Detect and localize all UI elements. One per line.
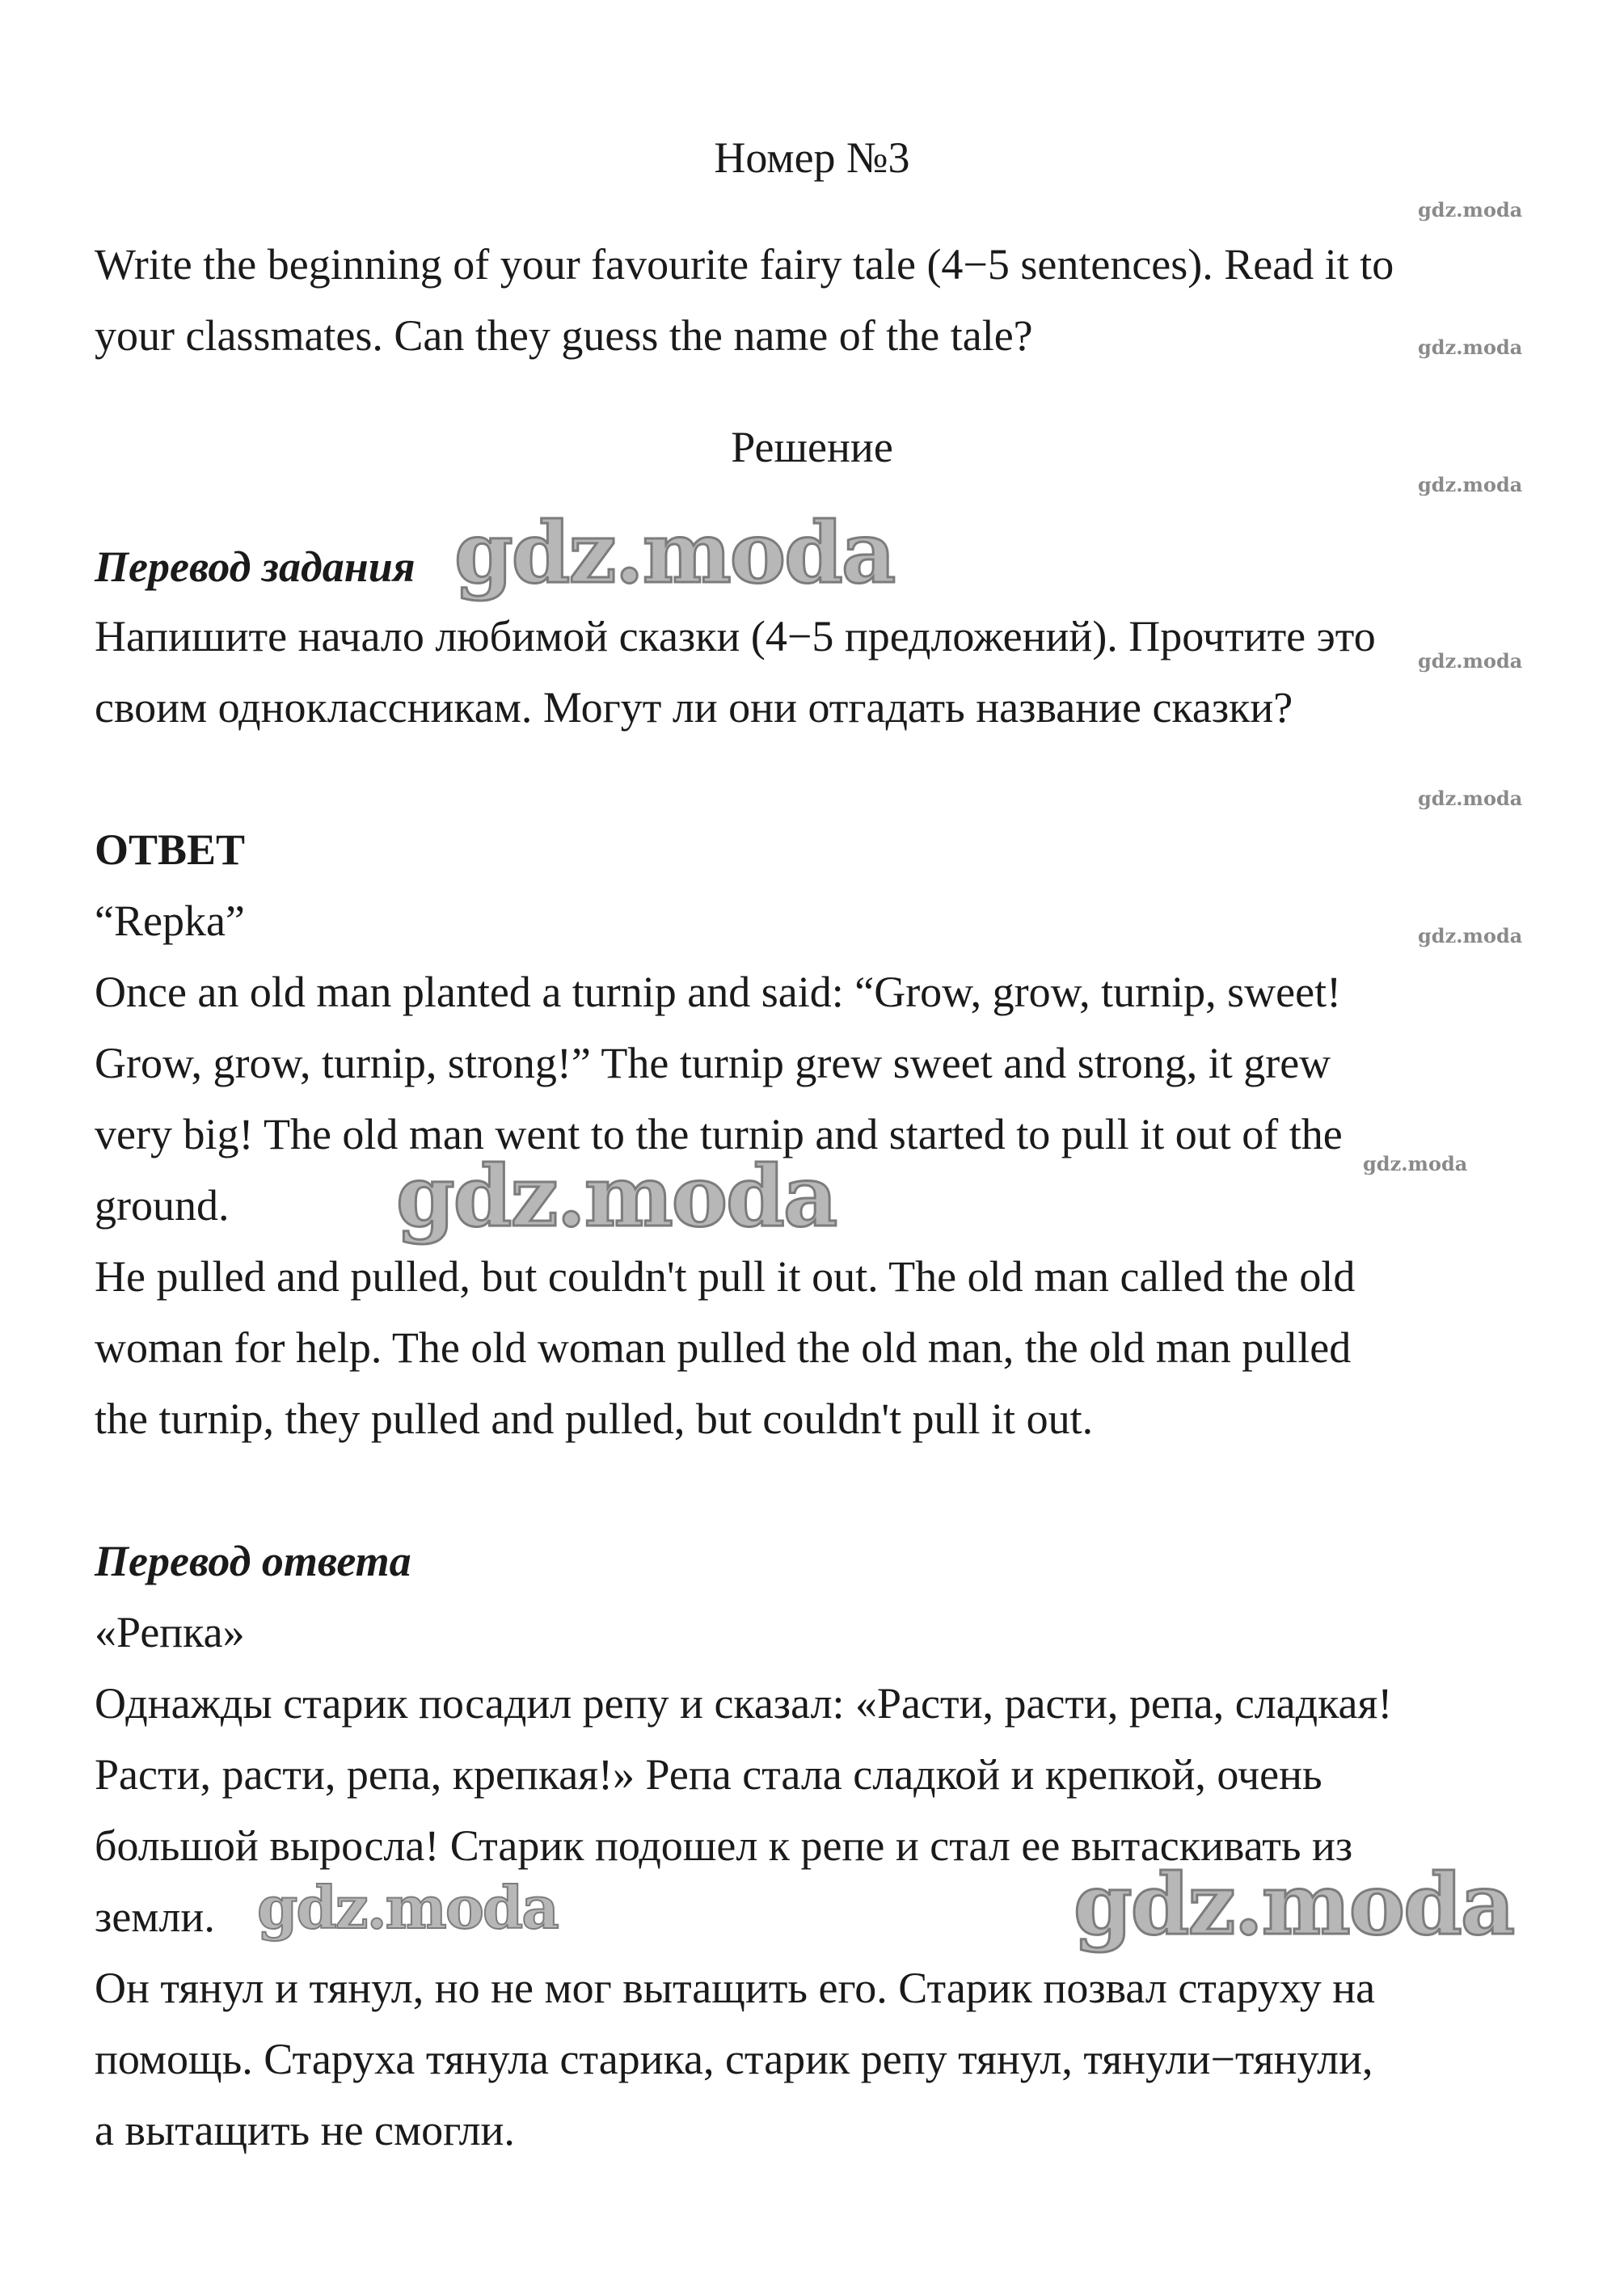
task-translation-heading: Перевод задания bbox=[95, 542, 415, 591]
task-number-heading: Номер №3 bbox=[714, 133, 910, 182]
task-line-1: Write the beginning of your favourite fairy tale (4−5 sentences). Read it to bbox=[95, 240, 1394, 289]
task-translation-line-1: Напишите начало любимой сказки (4−5 предложений). Прочтите это bbox=[95, 612, 1376, 660]
answer-translation-line-7: а вытащить не смогли. bbox=[95, 2106, 515, 2154]
answer-line-3: very big! The old man went to the turnip and started to pull it out of the bbox=[95, 1110, 1343, 1158]
answer-translation-title: «Репка» bbox=[95, 1608, 245, 1656]
answer-translation-line-6: помощь. Старуха тянула старика, старик репу тянул, тянули−тянули, bbox=[95, 2035, 1373, 2083]
answer-heading: ОТВЕТ bbox=[95, 825, 246, 874]
answer-translation-line-2: Расти, расти, репа, крепкая!» Репа стала сладкой и крепкой, очень bbox=[95, 1750, 1322, 1799]
answer-translation-line-4: земли. bbox=[95, 1892, 215, 1941]
answer-line-6: woman for help. The old woman pulled the old man, the old man pulled bbox=[95, 1323, 1352, 1372]
answer-line-4: ground. bbox=[95, 1181, 230, 1230]
watermark-small: gdz.moda bbox=[1418, 787, 1523, 810]
watermark-small: gdz.moda bbox=[1418, 649, 1523, 673]
answer-translation-line-3: большой выросла! Старик подошел к репе и стал ее вытаскивать из bbox=[95, 1821, 1353, 1870]
watermark-large: gdz.moda bbox=[1074, 1854, 1514, 1954]
task-translation-line-2: своим одноклассникам. Могут ли они отгадать название сказки? bbox=[95, 683, 1293, 732]
watermark-small: gdz.moda bbox=[1418, 198, 1523, 222]
answer-translation-heading: Перевод ответа bbox=[95, 1537, 411, 1585]
task-line-2: your classmates. Can they guess the name of the tale? bbox=[95, 311, 1033, 360]
solution-heading: Решение bbox=[731, 423, 893, 471]
watermark-small: gdz.moda bbox=[1363, 1152, 1468, 1175]
watermark-small: gdz.moda bbox=[1418, 924, 1523, 947]
watermark-small: gdz.moda bbox=[1418, 473, 1523, 496]
answer-title: “Repka” bbox=[95, 897, 245, 945]
watermark-small: gdz.moda bbox=[1418, 335, 1523, 359]
answer-line-7: the turnip, they pulled and pulled, but couldn't pull it out. bbox=[95, 1395, 1094, 1443]
watermark-large: gdz.moda bbox=[454, 503, 895, 602]
answer-line-5: He pulled and pulled, but couldn't pull it out. The old man called the old bbox=[95, 1252, 1356, 1301]
answer-line-2: Grow, grow, turnip, strong!” The turnip grew sweet and strong, it grew bbox=[95, 1039, 1331, 1087]
watermark-large: gdz.moda bbox=[257, 1873, 558, 1942]
watermark-large: gdz.moda bbox=[396, 1146, 837, 1246]
answer-translation-line-5: Он тянул и тянул, но не мог вытащить его. Старик позвал старуху на bbox=[95, 1964, 1376, 2012]
answer-line-1: Once an old man planted a turnip and said: “Grow, grow, turnip, sweet! bbox=[95, 968, 1342, 1016]
answer-translation-line-1: Однажды старик посадил репу и сказал: «Расти, расти, репа, сладкая! bbox=[95, 1679, 1393, 1728]
